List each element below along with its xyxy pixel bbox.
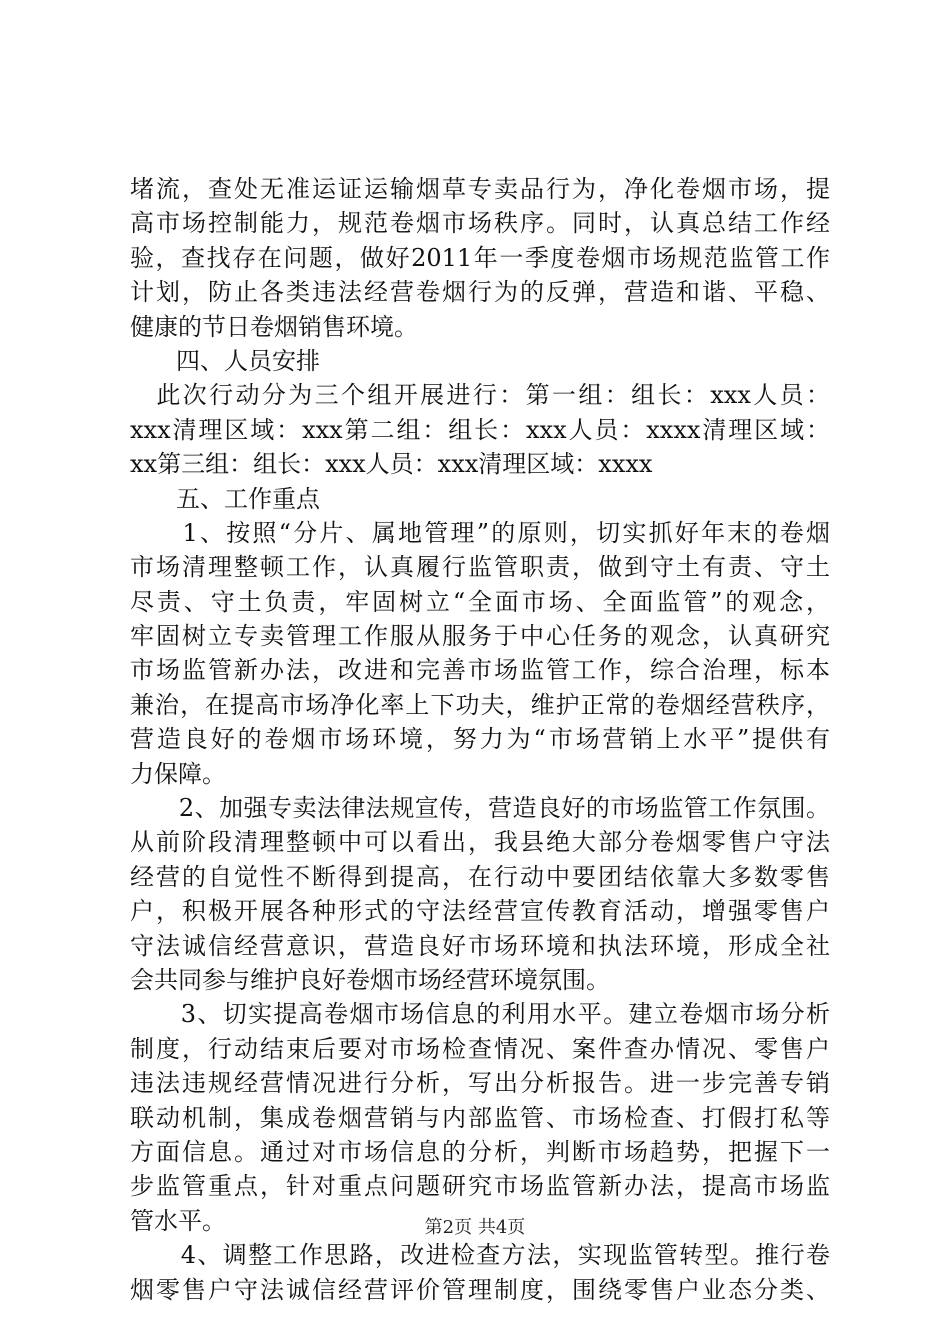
paragraph-line: 制度，行动结束后要对市场检查情况、案件查办情况、零售户: [130, 1034, 830, 1063]
paragraph-line: 守法诚信经营意识，营造良好市场环境和执法环境，形成全社: [130, 931, 830, 960]
paragraph-line: 尽责、守土负责，牢固树立“全面市场、全面监管”的观念，: [130, 587, 830, 616]
paragraph-line: 市场监管新办法，改进和完善市场监管工作，综合治理，标本: [130, 656, 830, 685]
section-heading: 四、人员安排: [176, 346, 320, 375]
paragraph-line: 兼治，在提高市场净化率上下功夫，维护正常的卷烟经营秩序，: [130, 690, 830, 719]
paragraph-line: xxx清理区域：xxx第二组：组长：xxx人员：xxxx清理区域：: [130, 415, 830, 444]
paragraph-line: 堵流，查处无准运证运输烟草专卖品行为，净化卷烟市场，提: [130, 175, 830, 203]
paragraph-line: 经营的自觉性不断得到提高，在行动中要团结依靠大多数零售: [130, 862, 830, 891]
paragraph-line: 违法违规经营情况进行分析，写出分析报告。进一步完善专销: [130, 1069, 830, 1098]
document-body: [130, 172, 830, 1307]
paragraph-line: 管水平。: [130, 1206, 226, 1235]
paragraph-line: 联动机制，集成卷烟营销与内部监管、市场检查、打假打私等: [130, 1103, 830, 1132]
page-footer: 第2页 共4页: [424, 1217, 526, 1238]
paragraph-line: 1、按照“分片、属地管理”的原则，切实抓好年末的卷烟: [130, 518, 830, 547]
paragraph-line: 牢固树立专卖管理工作服从服务于中心任务的观念，认真研究: [130, 622, 830, 651]
paragraph-line: 高市场控制能力，规范卷烟市场秩序。同时，认真总结工作经: [130, 209, 830, 238]
paragraph-line: 市场清理整顿工作，认真履行监管职责，做到守土有责、守土: [130, 553, 830, 582]
paragraph-line: 4、调整工作思路，改进检查方法，实现监管转型。推行卷: [130, 1241, 830, 1270]
paragraph-line: xx第三组：组长：xxx人员：xxx清理区域：xxxx: [130, 450, 653, 479]
paragraph-line: 3、切实提高卷烟市场信息的利用水平。建立卷烟市场分析: [130, 1000, 830, 1029]
paragraph-line: 烟零售户守法诚信经营评价管理制度，围绕零售户业态分类、: [130, 1275, 830, 1304]
paragraph-line: 健康的节日卷烟销售环境。: [130, 312, 418, 341]
paragraph-line: 此次行动分为三个组开展进行：第一组：组长：xxx人员：: [130, 381, 830, 410]
paragraph-line: 从前阶段清理整顿中可以看出，我县绝大部分卷烟零售户守法: [130, 828, 830, 857]
paragraph-line: 力保障。: [130, 759, 226, 788]
section-heading: 五、工作重点: [176, 484, 320, 513]
paragraph-line: 会共同参与维护良好卷烟市场经营环境氛围。: [130, 965, 610, 994]
paragraph-line: 计划，防止各类违法经营卷烟行为的反弹，营造和谐、平稳、: [130, 278, 830, 307]
paragraph-line: 方面信息。通过对市场信息的分析，判断市场趋势，把握下一: [130, 1137, 830, 1166]
paragraph-line: 2、加强专卖法律法规宣传，营造良好的市场监管工作氛围。: [130, 794, 830, 823]
paragraph-line: 营造良好的卷烟市场环境，努力为“市场营销上水平”提供有: [130, 725, 830, 754]
paragraph-line: 户，积极开展各种形式的守法经营宣传教育活动，增强零售户: [130, 897, 830, 926]
paragraph-line: 验，查找存在问题，做好2011年一季度卷烟市场规范监管工作: [130, 243, 830, 272]
paragraph-line: 步监管重点，针对重点问题研究市场监管新办法，提高市场监: [130, 1172, 830, 1201]
